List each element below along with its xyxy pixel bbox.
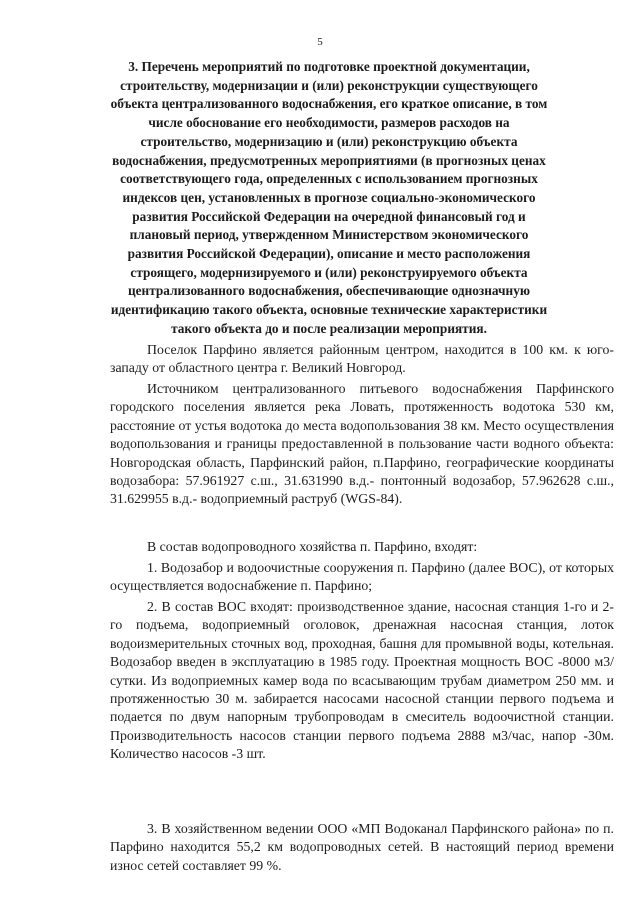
page-number: 5	[317, 36, 323, 48]
section-heading: 3. Перечень мероприятий по подготовке проектной документации, строительству, модернизации и (или) реконструкции существующего объекта централизованного водоснабжения, его краткое описание, в том числе обоснование его необходимости, размеров расходов на строительство, модернизацию и (или) реконструкцию объекта водоснабжения, предусмотренных мероприятиями (в прогнозных ценах соответствующего года, определенных с использованием прогнозных индексов цен, установленных в прогнозе социально-экономического развития Российской Федерации на очередной финансовый год и плановый период, утвержденном Министерством экономического развития Российской Федерации), описание и место расположения строящего, модернизируемого и (или) реконструируемого объекта централизованного водоснабжения, обеспечивающие однозначную идентификацию такого объекта, основные технические характеристики такого объекта до и после реализации мероприятия.	[110, 59, 548, 336]
paragraph-item-2: 2. В состав ВОС входят: производственное здание, насосная станция 1-го и 2-го подъема, водоприемный оголовок, дренажная насосная станция, лоток водоизмерительных сточных вод, проходная, башня для промывной воды, котельная. Водозабор введен в эксплуатацию в 1985 году. Проектная мощность ВОС -8000 м3/сутки. Из водоприемных камер вода по всасывающим трубам диаметром 250 мм. и протяженностью 30 м. забирается насосами насосной станции первого подъема и подается по двум напорным трубопроводам в смеситель водоочистной станции. Производительность насосов станции первого подъема 2888 м3/час, напор -30м. Количество насосов -3 шт.	[110, 599, 614, 762]
paragraph-water-source: Источником централизованного питьевого водоснабжения Парфинского городского поселения является река Ловать, протяженность водотока 530 км, расстояние от устья водотока до места водопользования 38 км. Место осуществления водопользования и границы предоставленной в пользование части водного объекта: Новгородская область, Парфинский район, п.Парфино, географические координаты водозабора: 57.961927 с.ш., 31.631990 в.д.- понтонный водозабор, 57.962628 с.ш., 31.629955 в.д.- водоприемный раструб (WGS-84).	[110, 381, 614, 507]
paragraph-item-1: 1. Водозабор и водоочистные сооружения п. Парфино (далее ВОС), от которых осуществляется водоснабжение п. Парфино;	[110, 560, 614, 594]
paragraph-location: Поселок Парфино является районным центром, находится в 100 км. к юго-западу от областного центра г. Великий Новгород.	[110, 342, 614, 376]
paragraph-composition-intro: В состав водопроводного хозяйства п. Парфино, входят:	[147, 539, 478, 554]
paragraph-item-3: 3. В хозяйственном ведении ООО «МП Водоканал Парфинского района» по п. Парфино находится 55,2 км водопроводных сетей. В настоящий период времени износ сетей составляет 99 %.	[110, 821, 614, 873]
